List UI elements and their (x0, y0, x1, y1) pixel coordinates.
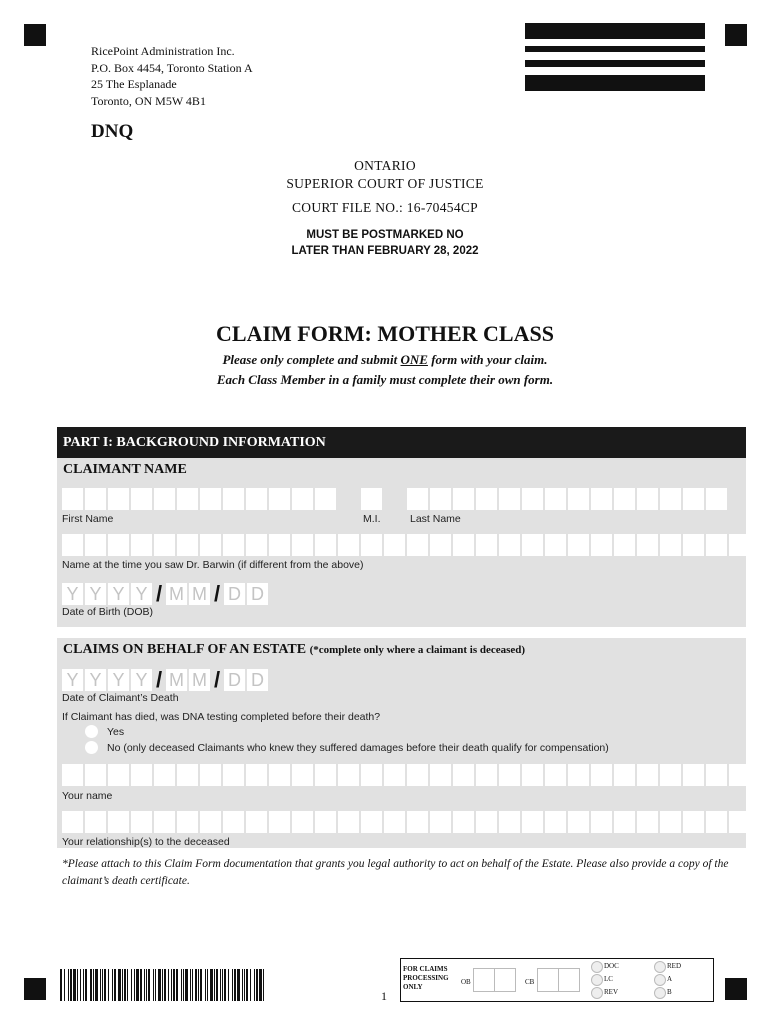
cb-label: CB (525, 978, 535, 986)
mi-label: M.I. (363, 513, 381, 525)
deadline-line-2: LATER THAN FEBRUARY 28, 2022 (291, 245, 479, 257)
barcode-stripe (198, 969, 199, 1001)
barcode-stripe (127, 969, 128, 1001)
barcode-stripe (73, 969, 76, 1001)
barcode-stripe (95, 969, 98, 1001)
registration-mark-top-left (24, 24, 46, 46)
barcode-stripe (200, 969, 202, 1001)
barcode-stripe (181, 969, 182, 1001)
registration-mark-top-right (725, 24, 747, 46)
processing-label: FOR CLAIMS PROCESSING ONLY (403, 965, 449, 991)
dna-no-label: No (only deceased Claimants who knew they suffered damages before their death qualify for compensation) (107, 742, 609, 754)
barcode (60, 969, 268, 1001)
barcode-stripe (155, 969, 156, 1001)
estate-title: CLAIMS ON BEHALF OF AN ESTATE (*complete only where a claimant is deceased) (63, 642, 526, 657)
barcode-stripe (118, 969, 121, 1001)
barcode-stripe (224, 969, 226, 1001)
b-radio (654, 987, 666, 999)
barcode-stripe (214, 969, 215, 1001)
ob-box-1 (473, 968, 495, 992)
barcode-stripe (259, 969, 262, 1001)
barcode-stripe (205, 969, 206, 1001)
header-bar-3 (525, 60, 705, 67)
address-line: RicePoint Administration Inc. (91, 44, 235, 58)
header-bar-4 (525, 75, 705, 91)
barcode-stripe (250, 969, 251, 1001)
opt-lc: LC (604, 975, 613, 983)
registration-mark-bottom-right (725, 978, 747, 1000)
barcode-stripe (136, 969, 139, 1001)
court-name: SUPERIOR COURT OF JUSTICE (286, 176, 484, 191)
lc-radio (591, 974, 603, 986)
part-1-header: PART I: BACKGROUND INFORMATION (57, 427, 746, 458)
barcode-stripe (104, 969, 106, 1001)
barcode-stripe (112, 969, 113, 1001)
last-name-label: Last Name (410, 513, 461, 525)
barcode-stripe (131, 969, 132, 1001)
barcode-stripe (190, 969, 191, 1001)
relationship-label: Your relationship(s) to the deceased (62, 836, 230, 848)
court-province: ONTARIO (354, 158, 416, 173)
barcode-stripe (90, 969, 92, 1001)
cb-box-2 (558, 968, 580, 992)
claimant-name-panel (57, 458, 746, 627)
barcode-stripe (64, 969, 65, 1001)
dob-field[interactable]: Y Y Y Y / M M / D D (62, 581, 268, 607)
barcode-stripe (100, 969, 101, 1001)
a-radio (654, 974, 666, 986)
barcode-stripe (207, 969, 208, 1001)
ob-box-2 (494, 968, 516, 992)
barcode-stripe (216, 969, 218, 1001)
address-line: 25 The Esplanade (91, 77, 177, 91)
estate-panel (57, 638, 746, 848)
address-line: P.O. Box 4454, Toronto Station A (91, 60, 253, 75)
barcode-stripe (153, 969, 154, 1001)
barcode-stripe (244, 969, 245, 1001)
claimant-name-title: CLAIMANT NAME (63, 462, 187, 477)
barcode-stripe (228, 969, 229, 1001)
claims-processing-box (400, 958, 714, 1002)
alternate-name-label: Name at the time you saw Dr. Barwin (if different from the above) (62, 559, 364, 571)
barcode-stripe (146, 969, 147, 1001)
red-radio (654, 961, 666, 973)
barcode-stripe (164, 969, 166, 1001)
first-name-label: First Name (62, 513, 114, 525)
barcode-stripe (80, 969, 81, 1001)
last-name-field[interactable] (407, 488, 727, 510)
opt-a: A (667, 975, 673, 983)
barcode-stripe (60, 969, 62, 1001)
middle-initial-field[interactable] (361, 488, 382, 510)
rev-radio (591, 987, 603, 999)
registration-mark-bottom-left (24, 978, 46, 1000)
barcode-stripe (134, 969, 135, 1001)
barcode-stripe (254, 969, 255, 1001)
opt-rev: REV (604, 988, 618, 996)
estate-title-note: (*complete only where a claimant is deceased) (309, 644, 526, 656)
form-subtitle-2: Each Class Member in a family must complete their own form. (216, 372, 554, 387)
barcode-stripe (237, 969, 240, 1001)
dna-no-radio[interactable] (85, 741, 98, 754)
opt-b: B (667, 988, 672, 996)
barcode-stripe (124, 969, 126, 1001)
barcode-stripe (70, 969, 72, 1001)
opt-red: RED (667, 962, 681, 970)
doc-radio (591, 961, 603, 973)
barcode-stripe (122, 969, 123, 1001)
barcode-stripe (102, 969, 103, 1001)
one-emphasis: ONE (400, 352, 428, 367)
barcode-stripe (148, 969, 150, 1001)
barcode-stripe (263, 969, 264, 1001)
barcode-stripe (68, 969, 69, 1001)
dna-yes-radio[interactable] (85, 725, 98, 738)
barcode-stripe (93, 969, 94, 1001)
barcode-stripe (185, 969, 188, 1001)
barcode-stripe (232, 969, 233, 1001)
barcode-stripe (246, 969, 248, 1001)
barcode-stripe (83, 969, 84, 1001)
death-date-field[interactable]: Y Y Y Y / M M / D D (62, 667, 268, 693)
header-bar-2 (525, 46, 705, 52)
ob-label: OB (461, 978, 471, 986)
barcode-stripe (168, 969, 169, 1001)
alternate-name-field[interactable] (62, 534, 750, 556)
barcode-stripe (171, 969, 172, 1001)
dob-label: Date of Birth (DOB) (62, 606, 154, 618)
court-file-number: COURT FILE NO.: 16-70454CP (291, 200, 478, 215)
opt-doc: DOC (604, 962, 619, 970)
barcode-stripe (162, 969, 163, 1001)
barcode-stripe (210, 969, 213, 1001)
deadline-line-1: MUST BE POSTMARKED NO (306, 229, 464, 241)
relationship-field[interactable] (62, 811, 750, 833)
return-address (91, 43, 253, 109)
dna-yes-label: Yes (107, 726, 125, 738)
form-code: DNQ (91, 121, 134, 142)
barcode-stripe (173, 969, 175, 1001)
barcode-stripe (158, 969, 161, 1001)
barcode-stripe (85, 969, 87, 1001)
barcode-stripe (242, 969, 243, 1001)
death-date-label: Date of Claimant’s Death (62, 692, 179, 704)
first-name-field[interactable] (62, 488, 336, 510)
barcode-stripe (140, 969, 142, 1001)
barcode-stripe (108, 969, 109, 1001)
barcode-stripe (176, 969, 178, 1001)
barcode-stripe (234, 969, 236, 1001)
header-bar-1 (525, 23, 705, 39)
your-name-label: Your name (62, 790, 113, 802)
barcode-stripe (144, 969, 145, 1001)
barcode-stripe (192, 969, 193, 1001)
barcode-stripe (114, 969, 116, 1001)
barcode-stripe (256, 969, 258, 1001)
barcode-stripe (195, 969, 197, 1001)
barcode-stripe (183, 969, 184, 1001)
form-subtitle-1: Please only complete and submit ONE form with your claim. (222, 352, 548, 367)
estate-note: *Please attach to this Claim Form documentation that grants you legal authority to act on behalf of the Estate. Please also provide a copy of the claimant’s death certificate. (62, 858, 729, 887)
dna-question: If Claimant has died, was DNA testing completed before their death? (62, 711, 381, 723)
address-line: Toronto, ON M5W 4B1 (91, 93, 206, 108)
barcode-stripe (222, 969, 223, 1001)
barcode-stripe (77, 969, 78, 1001)
page-number: 1 (381, 989, 387, 1003)
form-title: CLAIM FORM: MOTHER CLASS (216, 321, 554, 346)
barcode-stripe (220, 969, 221, 1001)
cb-box-1 (537, 968, 559, 992)
your-name-field[interactable] (62, 764, 750, 786)
